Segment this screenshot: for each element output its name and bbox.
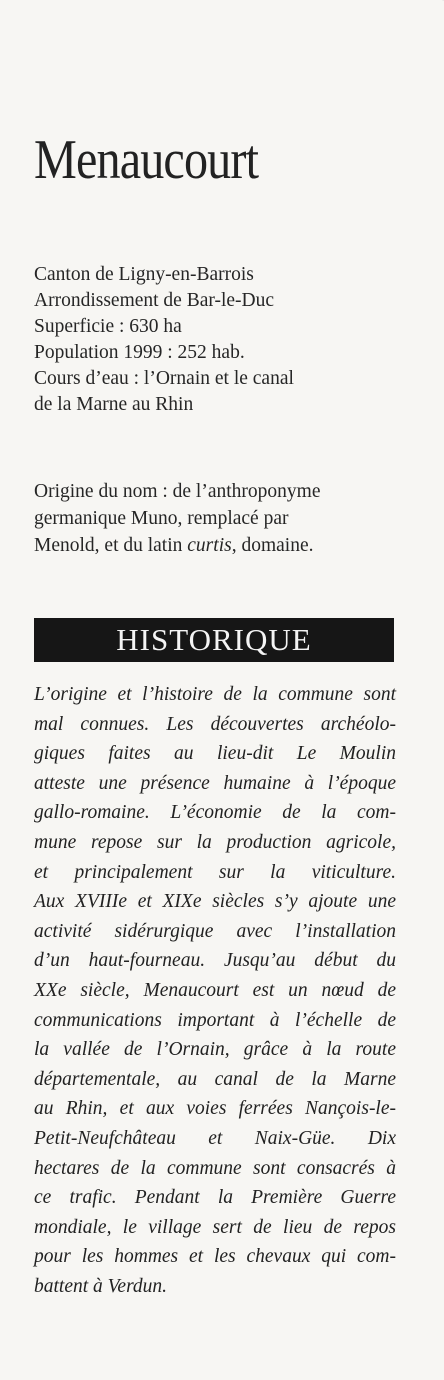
history-line: pour les hommes et les chevaux qui com- — [34, 1246, 396, 1268]
history-line: d’un haut-fourneau. Jusqu’au début du — [34, 950, 396, 972]
history-line: activité sidérurgique avec l’installation — [34, 920, 396, 942]
history-line: départementale, au canal de la Marne — [34, 1068, 396, 1090]
history-line: et principalement sur la viticulture. — [34, 861, 396, 883]
origin-line-3-start: Menold, et du latin — [34, 535, 188, 556]
history-line: communications important à l’échelle de — [34, 1009, 396, 1031]
info-canton: Canton de Ligny-en-Barrois — [34, 264, 254, 285]
section-banner — [34, 618, 394, 662]
history-line: battent à Verdun. — [34, 1275, 168, 1297]
history-line: XXe siècle, Menaucourt est un nœud de — [34, 979, 396, 1001]
origin-line-2: germanique Muno, remplacé par — [34, 508, 289, 529]
history-line: mune repose sur la production agricole, — [34, 831, 396, 853]
history-line: hectares de la commune sont consacrés à — [34, 1157, 396, 1179]
history-line: Petit-Neufchâteau et Naix-Güe. Dix — [34, 1127, 396, 1149]
history-line: au Rhin, et aux voies ferrées Nançois-le- — [34, 1098, 396, 1120]
origin-line-3 — [34, 532, 414, 559]
name-origin — [34, 478, 414, 559]
info-cours-deau-cont: de la Marne au Rhin — [34, 394, 194, 415]
info-population: Population 1999 : 252 hab. — [34, 342, 245, 363]
info-arrondissement: Arrondissement de Bar-le-Duc — [34, 290, 275, 311]
history-line: giques faites au lieu-dit Le Moulin — [34, 743, 396, 765]
info-superficie: Superficie : 630 ha — [34, 316, 182, 337]
origin-line-1: Origine du nom : de l’anthroponyme — [34, 481, 321, 502]
commune-info — [34, 262, 414, 418]
page-corner-mark — [403, 0, 444, 27]
section-heading: HISTORIQUE — [116, 622, 312, 657]
page-title: Menaucourt — [34, 129, 259, 191]
history-line: la vallée de l’Ornain, grâce à la route — [34, 1039, 396, 1061]
history-line: atteste une présence humaine à l’époque — [34, 772, 396, 794]
info-cours-deau: Cours d’eau : l’Ornain et le canal — [34, 368, 294, 389]
history-line: ce trafic. Pendant la Première Guerre — [34, 1187, 396, 1209]
history-line: mondiale, le village sert de lieu de repos — [34, 1216, 396, 1238]
origin-line-3-end: , domaine. — [231, 535, 314, 556]
origin-latin-word: curtis — [187, 535, 232, 556]
history-line: mal connues. Les découvertes archéolo- — [34, 713, 396, 735]
history-line: L’origine et l’histoire de la commune sont — [34, 684, 396, 705]
history-line: gallo-romaine. L’économie de la com- — [34, 802, 396, 824]
history-line: Aux XVIIIe et XIXe siècles s’y ajoute une — [34, 891, 396, 913]
history-text — [34, 680, 396, 1301]
